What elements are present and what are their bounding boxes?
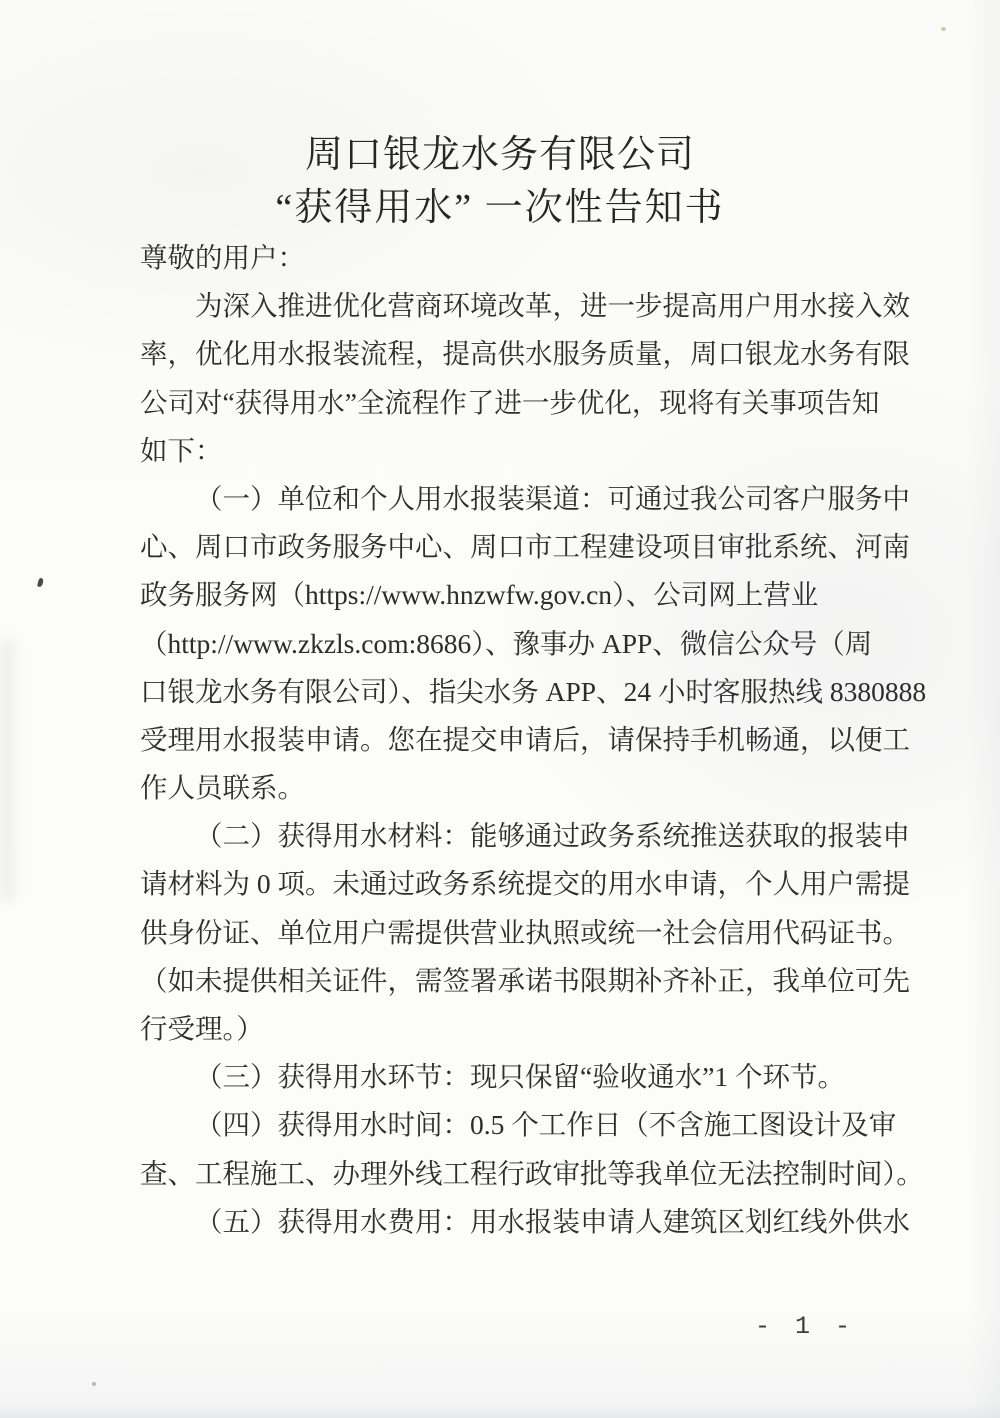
body-line: 口银龙水务有限公司）、指尖水务 APP、24 小时客服热线 8380888 <box>140 675 927 707</box>
document-title: 周口银龙水务有限公司 <box>304 134 695 176</box>
body-line: 请材料为 0 项。未通过政务系统提交的用水申请，个人用户需提 <box>140 868 910 900</box>
body-line-item-3: （三）获得用水环节：现只保留“验收通水”1 个环节。 <box>195 1061 846 1093</box>
body-line-item-2: （二）获得用水材料：能够通过政务系统推送获取的报装申 <box>195 820 910 852</box>
body-line: 查、工程施工、办理外线工程行政审批等我单位无法控制时间）。 <box>140 1157 924 1189</box>
scan-speck <box>92 1382 96 1386</box>
body-line: 率，优化用水报装流程，提高供水服务质量，周口银龙水务有限 <box>140 338 910 370</box>
body-line: （如未提供相关证件，需签署承诺书限期补齐补正，我单位可先 <box>140 964 910 996</box>
salutation-line: 尊敬的用户： <box>140 242 305 273</box>
body-line-item-1: （一）单位和个人用水报装渠道：可通过我公司客户服务中 <box>195 482 910 514</box>
body-line: 公司对“获得用水”全流程作了进一步优化，现将有关事项告知 <box>140 386 880 418</box>
body-line: 供身份证、单位用户需提供营业执照或统一社会信用代码证书。 <box>140 916 910 948</box>
body-line: 行受理。） <box>140 1013 264 1044</box>
body-line: 为深入推进优化营商环境改革，进一步提高用户用水接入效 <box>195 290 910 322</box>
scan-speck <box>941 27 946 31</box>
document-body <box>140 234 927 1246</box>
body-line: 心、周口市政务服务中心、周口市工程建设项目审批系统、河南 <box>140 531 910 563</box>
body-line: 如下： <box>140 434 223 466</box>
document-subtitle: “获得用水” 一次性告知书 <box>275 187 725 229</box>
body-line: （http://www.zkzls.com:8686）、豫事办 APP、微信公众号（周 <box>140 627 873 659</box>
body-line-item-4: （四）获得用水时间：0.5 个工作日（不含施工图设计及审 <box>195 1109 897 1141</box>
page-number: - 1 - <box>754 1312 855 1341</box>
scan-smudge <box>0 640 14 900</box>
body-line: 作人员联系。 <box>140 772 305 804</box>
body-line: 受理用水报装申请。您在提交申请后，请保持手机畅通，以便工 <box>140 723 910 755</box>
body-line-item-5: （五）获得用水费用：用水报装申请人建筑区划红线外供水 <box>195 1205 910 1237</box>
body-line: 政务服务网（https://www.hnzwfw.gov.cn）、公司网上营业 <box>140 579 819 611</box>
scan-speck <box>37 578 44 588</box>
